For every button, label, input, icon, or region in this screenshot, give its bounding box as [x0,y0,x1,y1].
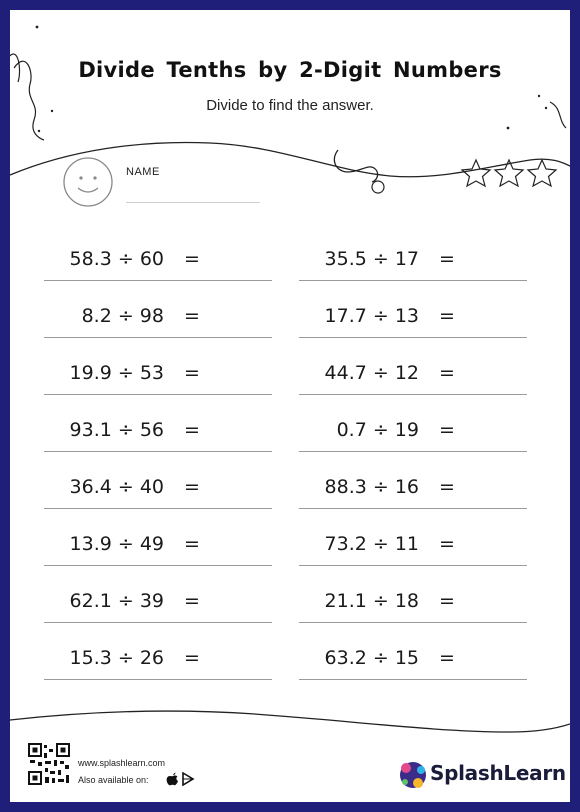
problem-expression: 44.7 ÷ 12 [324,362,419,384]
equals-sign: = [439,533,455,555]
equals-sign: = [184,248,200,270]
equals-sign: = [439,248,455,270]
problem-expression: 58.3 ÷ 60 [69,248,164,270]
equals-sign: = [439,476,455,498]
worksheet-instruction: Divide to find the answer. [206,97,374,114]
problem-row[interactable] [44,301,272,338]
decorative-line-art [10,10,570,802]
problem-row[interactable] [299,301,527,338]
app-store-icons [166,772,196,786]
footer-available-on: Also available on: [78,775,149,785]
problem-row[interactable] [299,244,527,281]
problem-row[interactable] [44,472,272,509]
problem-row[interactable] [299,586,527,623]
problem-expression: 21.1 ÷ 18 [324,590,419,612]
equals-sign: = [439,590,455,612]
brand-name: SplashLearn [430,761,566,785]
equals-sign: = [439,419,455,441]
problem-expression: 8.2 ÷ 98 [81,305,164,327]
problem-expression: 15.3 ÷ 26 [69,647,164,669]
star-icon [495,160,523,186]
problem-expression: 13.9 ÷ 49 [69,533,164,555]
problem-expression: 73.2 ÷ 11 [324,533,419,555]
name-input-line[interactable] [126,202,260,203]
problem-expression: 93.1 ÷ 56 [69,419,164,441]
problem-row[interactable] [299,415,527,452]
problem-row[interactable] [44,643,272,680]
problem-expression: 88.3 ÷ 16 [324,476,419,498]
problem-row[interactable] [44,415,272,452]
worksheet-page [10,10,570,802]
footer-website[interactable]: www.splashlearn.com [78,758,166,768]
problem-expression: 36.4 ÷ 40 [69,476,164,498]
qr-code-icon [28,743,70,785]
equals-sign: = [184,362,200,384]
worksheet-title: Divide Tenths by 2-Digit Numbers [78,58,502,82]
rating-stars [460,158,570,190]
problem-row[interactable] [299,358,527,395]
problem-row[interactable] [44,358,272,395]
smiley-face-icon [62,156,114,208]
equals-sign: = [184,419,200,441]
equals-sign: = [184,590,200,612]
equals-sign: = [439,362,455,384]
problem-row[interactable] [299,643,527,680]
problem-expression: 0.7 ÷ 19 [336,419,419,441]
name-label: NAME [126,166,160,178]
problem-expression: 62.1 ÷ 39 [69,590,164,612]
problem-row[interactable] [299,472,527,509]
equals-sign: = [439,305,455,327]
equals-sign: = [184,647,200,669]
star-icon [528,160,556,186]
equals-sign: = [439,647,455,669]
star-icon [462,160,490,186]
problem-expression: 19.9 ÷ 53 [69,362,164,384]
problem-row[interactable] [44,586,272,623]
equals-sign: = [184,533,200,555]
play-store-icon [183,773,193,785]
problem-expression: 35.5 ÷ 17 [324,248,419,270]
problem-expression: 63.2 ÷ 15 [324,647,419,669]
problem-expression: 17.7 ÷ 13 [324,305,419,327]
equals-sign: = [184,476,200,498]
apple-icon [167,773,178,786]
problem-row[interactable] [44,529,272,566]
equals-sign: = [184,305,200,327]
splashlearn-logo-icon [396,758,430,792]
problem-row[interactable] [299,529,527,566]
problem-row[interactable] [44,244,272,281]
